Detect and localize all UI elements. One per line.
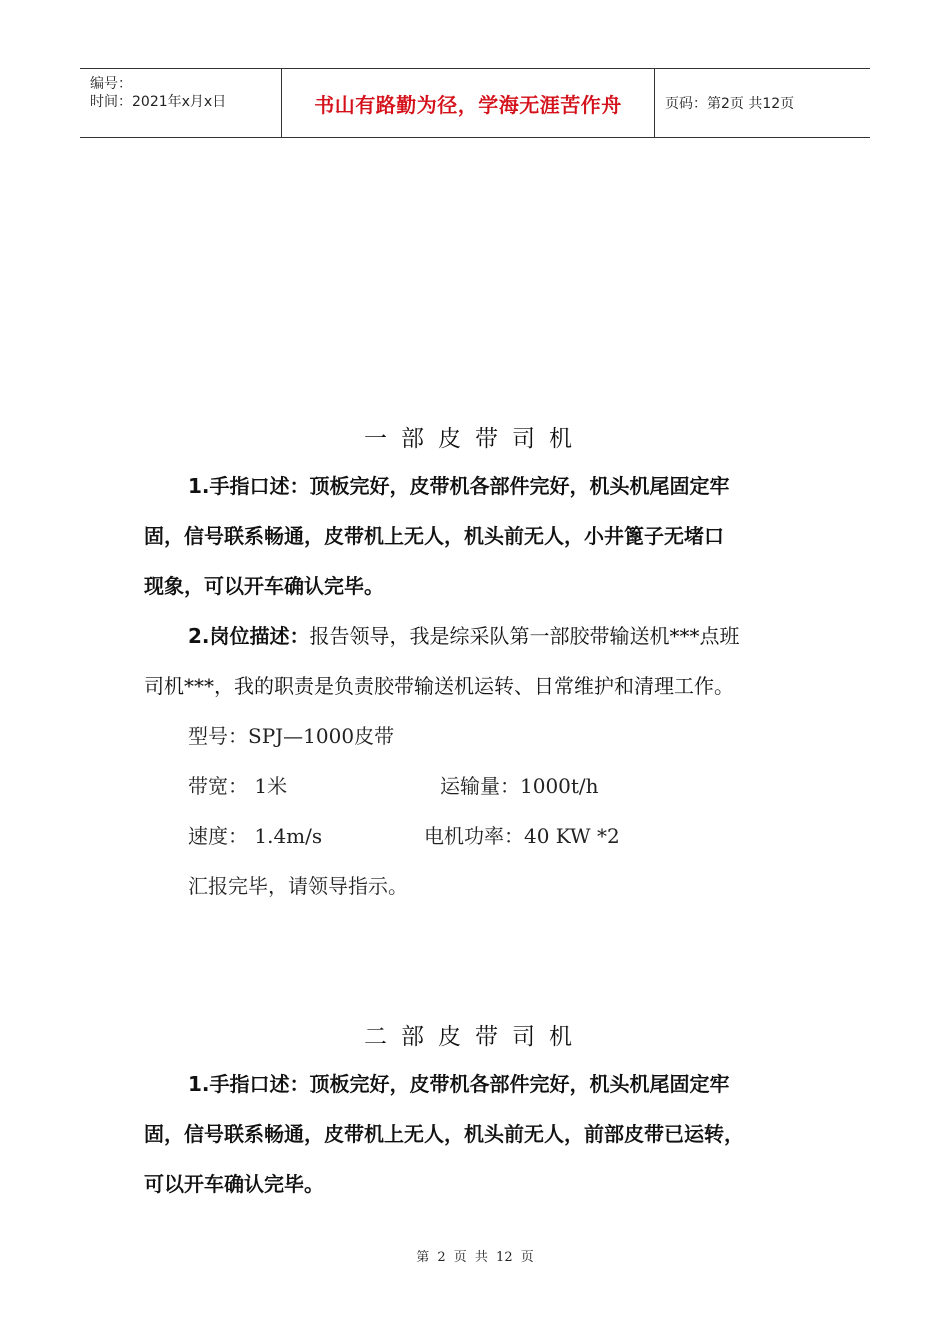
document-header — [80, 68, 870, 138]
section1-title: 一部皮带司机 — [364, 426, 586, 452]
header-motto: 书山有路勤为径，学海无涯苦作舟 — [314, 92, 622, 117]
closing-line: 汇报完毕，请领导指示。 — [188, 874, 408, 898]
duty-description-label: 2.岗位描述： — [188, 624, 310, 648]
header-right-cell — [655, 69, 870, 137]
page-code: 页码：第2页 共12页 — [665, 96, 795, 112]
section1-p2-line1 — [188, 620, 740, 649]
model-spec: 型号：SPJ—1000皮带 — [188, 724, 395, 748]
section2-p1-line1: 1.手指口述：顶板完好，皮带机各部件完好，机头机尾固定牢 — [188, 1072, 730, 1096]
time-label: 时间：2021年x月x日 — [90, 94, 227, 110]
header-middle-cell — [281, 69, 655, 137]
speed-spec: 速度： 1.4m/s — [188, 824, 323, 848]
section1-p2-line2: 司机***，我的职责是负责胶带输送机运转、日常维护和清理工作。 — [144, 674, 734, 698]
section1-p1-line1: 1.手指口述：顶板完好，皮带机各部件完好，机头机尾固定牢 — [188, 474, 730, 498]
motor-power-spec: 电机功率：40 KW *2 — [424, 824, 620, 848]
section1-p1-line2: 固，信号联系畅通，皮带机上无人，机头前无人，小井篦子无堵口 — [144, 524, 724, 548]
section2-title: 二部皮带司机 — [364, 1024, 586, 1050]
section1-p1-line3: 现象，可以开车确认完毕。 — [144, 574, 384, 598]
duty-description-text: 报告领导，我是综采队第一部胶带输送机***点班 — [309, 624, 740, 648]
belt-width-spec: 带宽： 1米 — [188, 774, 288, 798]
section2-p1-line2: 固，信号联系畅通，皮带机上无人，机头前无人，前部皮带已运转， — [144, 1122, 744, 1146]
page-footer: 第 2 页 共 12 页 — [416, 1250, 534, 1265]
number-label: 编号： — [90, 76, 132, 92]
section2-p1-line3: 可以开车确认完毕。 — [144, 1172, 324, 1196]
header-left-cell — [80, 69, 280, 137]
capacity-spec: 运输量：1000t/h — [440, 774, 599, 798]
